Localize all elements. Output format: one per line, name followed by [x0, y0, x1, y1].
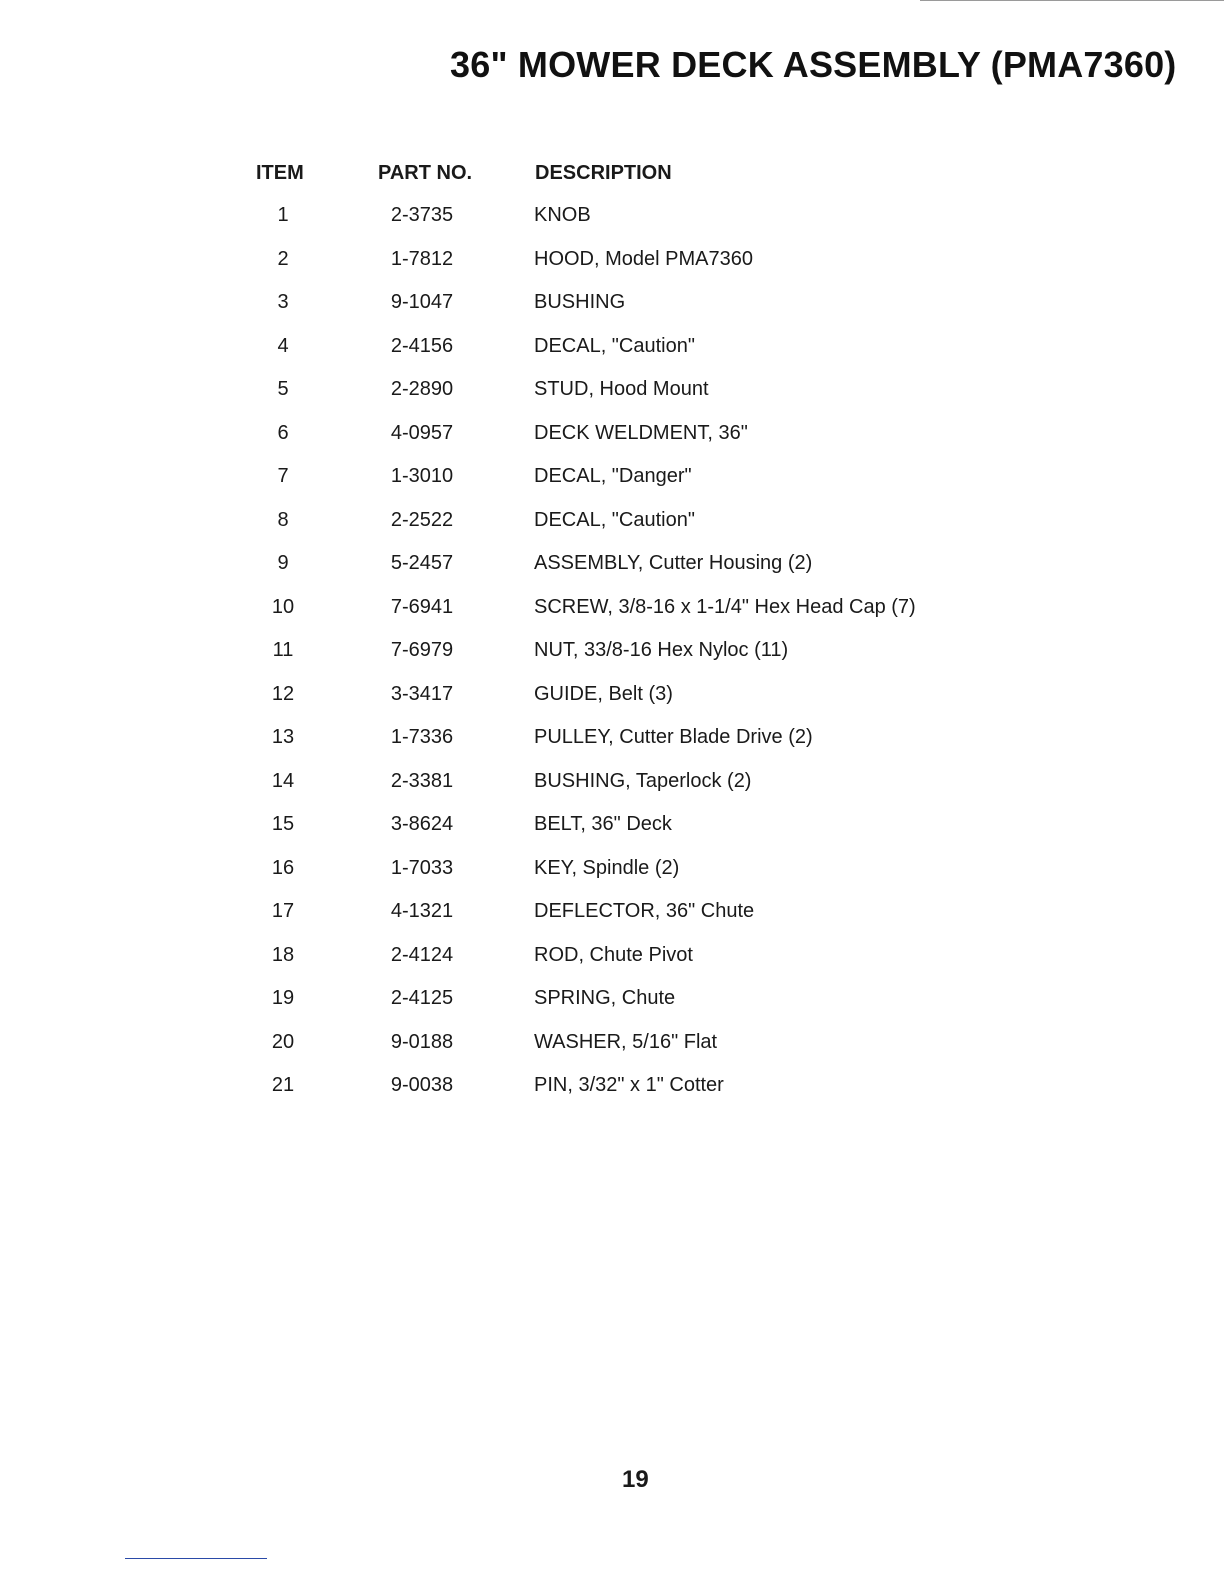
- item-number: 17: [271, 900, 295, 922]
- part-number: 4-1321: [390, 900, 454, 922]
- column-header-item: ITEM: [256, 162, 304, 184]
- part-number: 3-8624: [390, 813, 454, 835]
- part-description: DEFLECTOR, 36" Chute: [534, 900, 755, 922]
- part-number: 9-1047: [390, 291, 454, 313]
- item-number: 19: [271, 987, 295, 1009]
- part-description: GUIDE, Belt (3): [534, 682, 673, 705]
- item-number: 2: [277, 247, 289, 270]
- part-description: SCREW, 3/8-16 x 1-1/4" Hex Head Cap (7): [534, 595, 916, 618]
- item-number: 4: [277, 334, 289, 357]
- part-number: 2-3735: [390, 204, 454, 226]
- part-description: DECAL, "Caution": [534, 334, 695, 357]
- item-number: 15: [271, 813, 295, 835]
- table-row: [248, 803, 968, 847]
- part-number: 2-4125: [390, 987, 454, 1009]
- top-rule: [920, 0, 1224, 1]
- part-description: DECAL, "Danger": [534, 465, 692, 487]
- table-row: [248, 281, 968, 325]
- item-number: 7: [277, 465, 289, 487]
- table-row: [248, 934, 968, 978]
- part-number: 4-0957: [390, 421, 454, 444]
- table-row: [248, 542, 968, 586]
- table-row: [248, 499, 968, 543]
- part-description: NUT, 33/8-16 Hex Nyloc (11): [534, 639, 789, 661]
- part-description: HOOD, Model PMA7360: [534, 247, 753, 270]
- table-row: [248, 368, 968, 412]
- table-row: [248, 1021, 968, 1065]
- item-number: 5: [277, 378, 289, 400]
- table-row: [248, 977, 968, 1021]
- item-number: 3: [277, 291, 289, 313]
- item-number: 8: [277, 508, 289, 531]
- table-row: [248, 238, 968, 282]
- part-number: 5-2457: [390, 552, 454, 574]
- table-row: [248, 629, 968, 673]
- item-number: 18: [271, 943, 295, 966]
- part-description: PIN, 3/32" x 1" Cotter: [534, 1074, 724, 1096]
- part-number: 2-2522: [390, 508, 454, 531]
- item-number: 13: [271, 726, 295, 748]
- part-number: 2-4124: [390, 943, 454, 966]
- part-description: ROD, Chute Pivot: [534, 943, 693, 966]
- part-number: 9-0038: [390, 1074, 454, 1096]
- table-row: [248, 455, 968, 499]
- part-description: KNOB: [534, 204, 591, 226]
- footer-rule: [125, 1558, 267, 1559]
- part-number: 1-7812: [390, 247, 454, 270]
- table-row: [248, 760, 968, 804]
- part-description: WASHER, 5/16" Flat: [534, 1030, 718, 1053]
- part-description: KEY, Spindle (2): [534, 856, 680, 879]
- page-number: 19: [622, 1466, 649, 1493]
- part-description: DECK WELDMENT, 36": [534, 421, 748, 444]
- table-header: [248, 150, 968, 194]
- part-number: 1-7336: [390, 726, 454, 748]
- item-number: 11: [272, 639, 294, 661]
- part-number: 7-6941: [390, 595, 454, 618]
- item-number: 21: [271, 1074, 295, 1096]
- item-number: 16: [271, 856, 295, 879]
- table-row: [248, 325, 968, 369]
- item-number: 20: [271, 1030, 295, 1053]
- item-number: 12: [271, 682, 295, 705]
- table-row: [248, 586, 968, 630]
- page-title: 36" MOWER DECK ASSEMBLY (PMA7360): [450, 44, 1177, 85]
- part-description: SPRING, Chute: [534, 987, 676, 1009]
- part-number: 2-3381: [390, 769, 454, 792]
- part-number: 1-3010: [390, 465, 454, 487]
- part-number: 2-2890: [390, 378, 454, 400]
- part-description: BUSHING, Taperlock (2): [534, 769, 752, 792]
- part-number: 3-3417: [390, 682, 454, 705]
- parts-table: [248, 150, 968, 1108]
- part-number: 9-0188: [390, 1030, 454, 1053]
- item-number: 14: [271, 769, 295, 792]
- part-number: 2-4156: [390, 334, 454, 357]
- table-row: [248, 890, 968, 934]
- part-description: BUSHING: [534, 291, 626, 313]
- item-number: 6: [277, 421, 289, 444]
- part-description: PULLEY, Cutter Blade Drive (2): [534, 726, 813, 748]
- part-description: DECAL, "Caution": [534, 508, 695, 531]
- column-header-part-no: PART NO.: [378, 162, 473, 184]
- table-row: [248, 1064, 968, 1108]
- table-row: [248, 716, 968, 760]
- column-header-description: DESCRIPTION: [535, 162, 672, 184]
- item-number: 1: [277, 204, 289, 226]
- table-row: [248, 673, 968, 717]
- part-description: STUD, Hood Mount: [534, 378, 709, 400]
- table-row: [248, 412, 968, 456]
- table-row: [248, 194, 968, 238]
- part-number: 7-6979: [390, 639, 454, 661]
- part-description: ASSEMBLY, Cutter Housing (2): [534, 552, 813, 574]
- part-number: 1-7033: [390, 856, 454, 879]
- part-description: BELT, 36" Deck: [534, 813, 672, 835]
- item-number: 10: [271, 595, 295, 618]
- item-number: 9: [277, 552, 289, 574]
- table-row: [248, 847, 968, 891]
